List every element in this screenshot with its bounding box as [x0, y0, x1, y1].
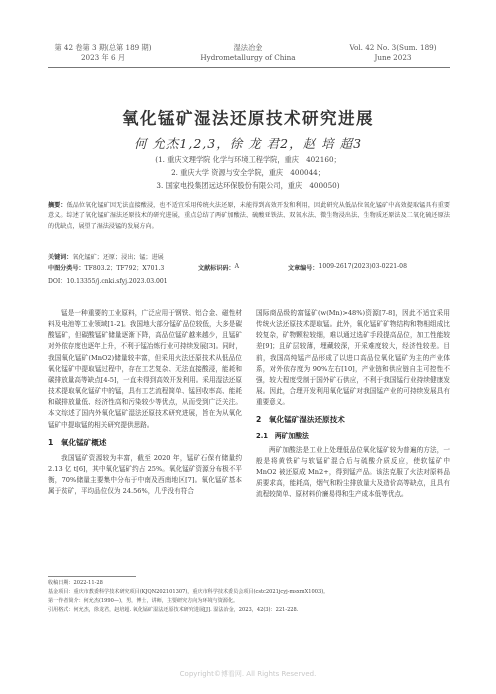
journal-volume-info-en	[336, 43, 450, 62]
right-column	[256, 308, 450, 501]
footnote-rule	[48, 576, 136, 577]
right-column-paragraph: 国际商品级的富锰矿(w(Mn)>48%)资源[7-8]，因此不适宜采用传统火法还原技术提取锰。此外，氧化锰矿矿物结构和物相组成比较复杂，矿物颗粒较细，难以通过选矿手段提高品位，加工性能较差[9]；且矿层较薄，埋藏较深，开采难度较大，经济性较差。目前，我国高纯锰产品形成了以进口高品位氧化锰矿为主的产业体系，对外依存度为 90%左右[10]，产业链和供应链自主可控性不强，较大程度受制于国外矿石供应，不利于我国锰行业持续健康发展。因此，合理开发利用氧化锰矿对我国锰产业的可持续发展具有重要意义。	[256, 309, 450, 407]
copyright-watermark: Copyright©博看网. All Rights Reserved.	[179, 670, 317, 678]
doc-code-value: A	[234, 263, 239, 270]
doi: DOI：10.13355/j.cnki.sfyj.2023.03.001	[48, 278, 168, 285]
journal-name	[168, 43, 328, 62]
footnote-received: 收稿日期：2022-11-28	[48, 580, 103, 586]
doc-code-label: 文献标识码：	[198, 265, 235, 272]
article-no-value: 1009-2617(2023)03-0221-08	[318, 263, 407, 270]
article-title: 氧化锰矿湿法还原技术研究进展	[122, 109, 374, 128]
article-no-label: 文章编号：	[288, 265, 319, 272]
clc-label: 中图分类号：	[48, 265, 85, 272]
journal-volume-info	[48, 43, 158, 62]
intro-paragraph: 锰是一种重要的工业原料，广泛应用于钢铁、铝合金、磁性材料及电池等工业领域[1-2]。我国地大部分锰矿品位较低，大多是碳酸锰矿，但碳酸锰矿储量逐渐下降，高品位锰矿越来越少，且锰矿对外依存度也逐年上升，不利于锰冶炼行业可持续发展[3]。同时，我国氧化锰矿(MnO2)储量较丰富，但采用火法还原技术从低品位氧化锰矿中提取锰过程中，存在工艺复杂、无法直接酸浸，能耗和碳排放量高等缺点[4-5]，一直未得到高效开发利用。采用湿法还原技术提取氧化锰矿中的锰，具有工艺流程简单、锰回收率高、能耗和碳排放量低、经济性高和污染较少等优点，从而受到广泛关注。本文综述了国内外氧化锰矿湿法还原技术研究进展，旨在为从氧化锰矿中提取锰的相关研究提供思路。	[48, 309, 242, 429]
left-column	[48, 308, 242, 498]
section-1-paragraph: 我国锰矿资源较为丰富，截至 2020 年，锰矿石保有储量约 2.13 亿 t[6]，其中氧化锰矿约占 25%。氧化锰矿资源分布极不平衡，70%储量主要集中分布于中南及西南地区[7]。氧化锰矿基本属于贫矿，平均品位仅为 24.56%，几乎没有符合	[48, 453, 242, 496]
issue-date: 2023 年 6 月	[80, 52, 126, 62]
keywords	[48, 252, 450, 261]
affiliation-3: 3. 国家电投集团远达环保股份有限公司，重庆 400050)	[156, 181, 340, 190]
section-2-1-paragraph: 两矿加酸法是工业上处理低品位氧化锰矿较为普遍的方法，一般是将黄铁矿与软锰矿混合后与硫酸介质反应，使软锰矿中 MnO2 被还原成 Mn2+，得到锰产品。该法克服了火法对原料品质要求高，能耗高，烟气和粉尘排放量大及造价高等缺点，且具有流程较简单、原材料价廉易得和生产成本低等优点。	[256, 445, 450, 499]
affiliation-2: 2. 重庆大学 资源与安全学院，重庆 400044；	[171, 168, 325, 177]
abstract-label: 摘要：	[48, 202, 67, 209]
section-2-1-heading: 2.1 两矿加酸法	[256, 431, 309, 440]
section-1-heading: 1 氧化锰矿概述	[48, 437, 107, 447]
article-authors: 何 允杰1,2,3，徐 龙 君2，赵 培 超3	[133, 136, 363, 151]
journal-name-en: Hydrometallurgy of China	[200, 52, 296, 62]
abstract	[48, 201, 450, 232]
volume-issue: 第 42 卷第 3 期(总第 189 期)	[54, 43, 152, 52]
section-2-heading: 2 氧化锰矿湿法还原技术	[256, 415, 345, 425]
volume-issue-en: Vol. 42 No. 3(Sum. 189)	[349, 43, 437, 52]
keywords-text: 氧化锰矿；还原；浸出；锰；进展	[72, 254, 164, 261]
footnote-citation: 引用格式：何允杰，徐龙君，赵培超. 氧化锰矿湿法还原技术研究进展[J]. 湿法冶金，2023，42(3)：221-228.	[48, 607, 299, 613]
footnote-funding: 基金项目：重庆市教委科学技术研究项目(KJQN202101307)，重庆市科学技术委员会项目(cstc2021jcyj-msxmX1003)。	[48, 589, 329, 595]
issue-date-en: June 2023	[374, 52, 412, 62]
journal-name-cn: 湿法冶金	[233, 43, 263, 52]
header-rule	[48, 67, 450, 68]
abstract-text: 低品位氧化锰矿因无法直接酸浸，也不适宜采用传统火法还原，未能得到高效开发和利用，因此研究从低品位氧化锰矿中高效提取锰具有重要意义。综述了氧化锰矿湿法还原技术的研究进展，重点总结了两矿加酸法、硫酸亚铁法、双氧水法、微生物浸出法、生物质还原法及二氧化硫还原法的优缺点，展望了湿法浸锰的发展方向。	[48, 202, 451, 230]
footnote-author-bio: 第一作者简介：何允杰(1990—)，男，博士，讲师，主要研究方向为环境与资源化。	[48, 598, 239, 604]
keywords-label: 关键词：	[48, 254, 73, 261]
clc-value: TF803.2；TF792；X701.3	[84, 265, 165, 272]
affiliation-1: (1. 重庆文理学院 化学与环境工程学院，重庆 402160；	[155, 155, 341, 164]
